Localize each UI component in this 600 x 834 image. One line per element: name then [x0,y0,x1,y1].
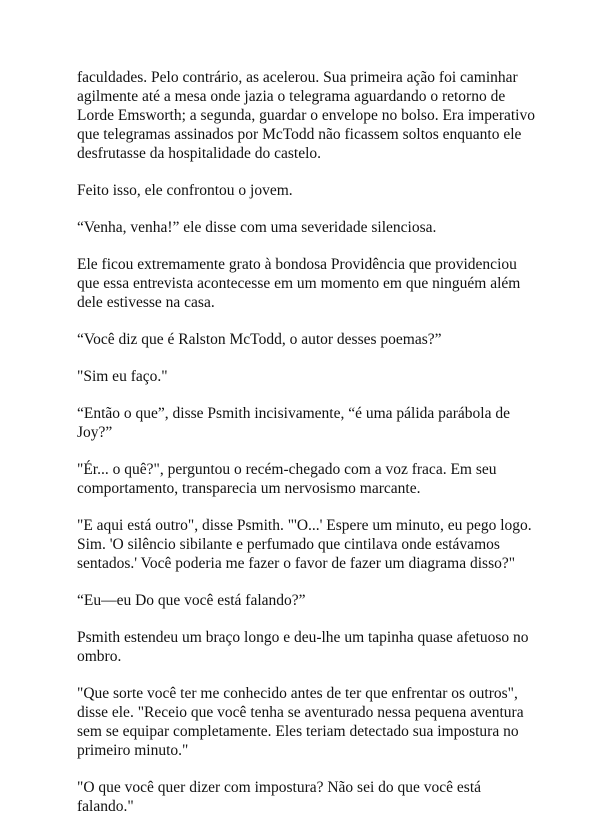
paragraph: Ele ficou extremamente grato à bondosa Providência que providenciou que essa entrevista acontecesse em um momento em que ninguém além dele estivesse na casa. [77,256,521,311]
paragraph: “Então o que”, disse Psmith incisivamente, “é uma pálida parábola de Joy?” [77,405,511,441]
paragraph: "E aqui está outro", disse Psmith. "'O...' Espere um minuto, eu pego logo. Sim. 'O silêncio sibilante e perfumado que cintilava onde estávamos sentados.' Você poderia me fazer o favor de fazer um diagrama disso?" [77,517,532,572]
paragraph: “Venha, venha!” ele disse com uma severidade silenciosa. [77,219,437,236]
paragraph: "O que você quer dizer com impostura? Não sei do que você está falando." [77,779,482,815]
paragraph: Psmith estendeu um braço longo e deu-lhe um tapinha quase afetuoso no ombro. [77,629,529,665]
paragraph: "Sim eu faço." [77,368,168,385]
paragraph: faculdades. Pelo contrário, as acelerou. Sua primeira ação foi caminhar agilmente até a mesa onde jazia o telegrama aguardando o retorno de Lorde Emsworth; a segunda, guardar o envelope no bolso. Era imperativo que telegramas assinados por McTodd não ficassem soltos enquanto ele desfrutasse da hospitalidade do castelo. [77,69,535,162]
document-page [77,68,537,834]
paragraph: “Eu—eu Do que você está falando?” [77,592,306,609]
paragraph: "Que sorte você ter me conhecido antes de ter que enfrentar os outros", disse ele. "Receio que você tenha se aventurado nessa pequena aventura sem se equipar completamente. Eles teriam detectado sua impostura no primeiro minuto." [77,685,524,759]
paragraph: Feito isso, ele confrontou o jovem. [77,182,293,199]
paragraph: “Você diz que é Ralston McTodd, o autor desses poemas?” [77,331,442,348]
paragraph: "Ér... o quê?", perguntou o recém-chegado com a voz fraca. Em seu comportamento, transparecia um nervosismo marcante. [77,461,497,497]
